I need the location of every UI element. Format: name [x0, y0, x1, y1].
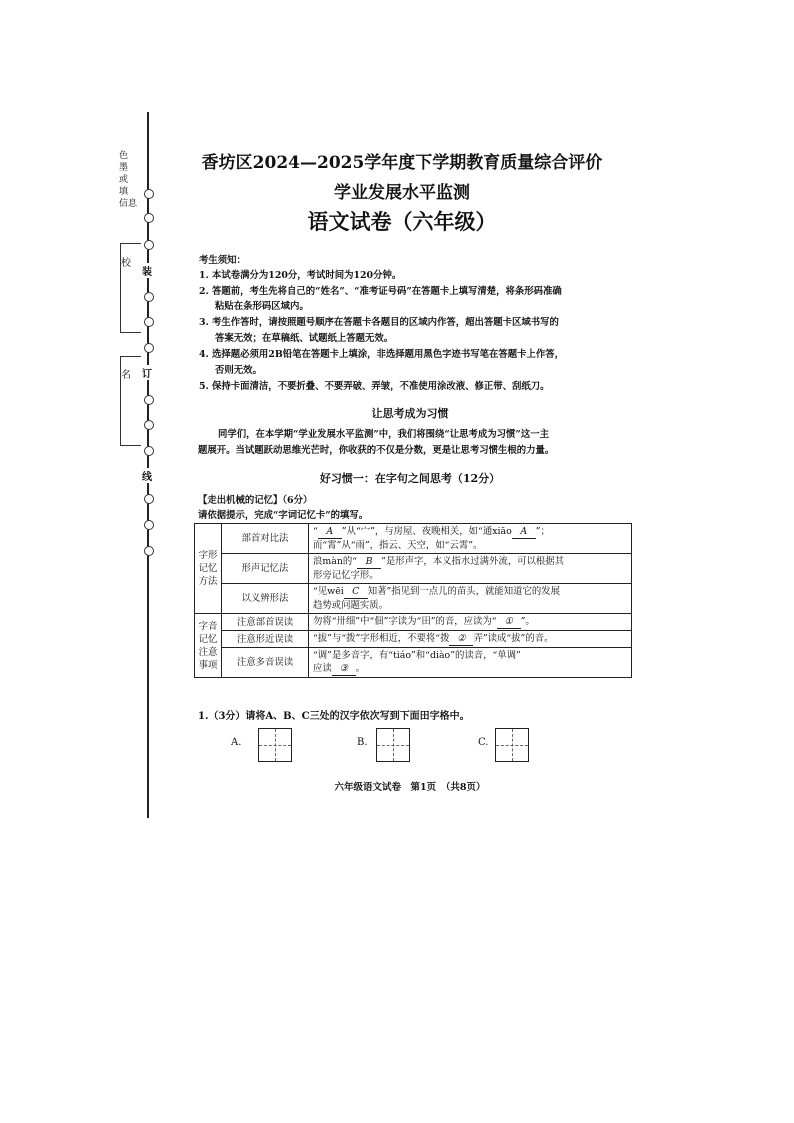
answer-label-a: A.	[231, 737, 242, 748]
question-1-text: 1.（3分）请将A、B、C三处的汉字依次写到下面田字格中。	[198, 711, 470, 722]
method-cell: 注意形近误读	[222, 631, 309, 648]
intro-heading: 让思考成为习惯	[371, 407, 449, 420]
notice-item: 粘贴在条形码区域内。	[215, 301, 309, 312]
content-cell	[309, 584, 632, 614]
binding-hole-icon	[144, 494, 154, 504]
blank-a: A	[318, 525, 342, 539]
blank-1: ①	[497, 615, 521, 629]
text: “拔”与“拨”字形相近，不要将“拨	[313, 633, 450, 644]
side-note-char: 或	[119, 175, 129, 185]
text: 弄”读成“拔”的音。	[473, 633, 554, 644]
method-cell: 注意部首误读	[222, 614, 309, 631]
text: ”；	[535, 526, 550, 537]
binding-hole-icon	[144, 343, 154, 353]
table-row	[195, 648, 632, 678]
notice-item: 否则无效。	[215, 365, 262, 376]
intro-line: 题展开。当试题跃动思维光芒时，你收获的不仅是分数，更是让思考习惯生根的力量。	[198, 445, 555, 456]
memory-card-table	[194, 523, 632, 678]
blank-b: B	[357, 555, 381, 569]
text: 趋势或问题实质。	[313, 600, 389, 611]
binding-hole-icon	[144, 240, 154, 250]
side-note-char: 墨	[119, 163, 129, 173]
side-note-char: 信息	[119, 199, 138, 209]
name-field-label: 名	[121, 370, 131, 381]
text: ”从“宀”，与房屋、夜晚相关，如“通xiāo	[341, 526, 512, 537]
binding-hole-icon	[144, 213, 154, 223]
text: 应读	[313, 663, 332, 674]
content-cell	[309, 648, 632, 678]
method-cell: 注意多音误读	[222, 648, 309, 678]
method-cell: 以义辨形法	[222, 584, 309, 614]
seal-char-xian: 线	[142, 468, 152, 483]
notice-heading: 考生须知：	[199, 255, 246, 266]
table-row	[195, 631, 632, 648]
notice-item: 4. 选择题必须用2B铅笔在答题卡上填涂，非选择题用黑色字迹书写笔在答题卡上作答，	[199, 349, 565, 360]
binding-hole-icon	[144, 420, 154, 430]
page-footer: 六年级语文试卷 第1页 （共8页）	[334, 782, 486, 793]
blank-3: ③	[332, 662, 356, 676]
binding-hole-icon	[144, 520, 154, 530]
side-note-char: 色	[119, 151, 129, 161]
side-note	[119, 150, 137, 210]
method-cell: 部首对比法	[222, 524, 309, 554]
binding-hole-icon	[144, 189, 154, 199]
text: “见wēi	[313, 586, 344, 597]
table-row	[195, 524, 632, 554]
answer-grid-b[interactable]	[376, 728, 410, 762]
answer-grid-a[interactable]	[258, 728, 292, 762]
table-row	[195, 614, 632, 631]
text: 勿将“卅细”中“佃”字读为“田”的音，应读为“	[313, 616, 497, 627]
blank-2: ②	[449, 632, 473, 646]
binding-hole-icon	[144, 317, 154, 327]
table-row	[195, 554, 632, 584]
exam-title: 香坊区2024—2025学年度下学期教育质量综合评价	[201, 153, 603, 173]
seal-char-zhuang: 装	[142, 263, 152, 278]
answer-grid-c[interactable]	[495, 728, 529, 762]
section-heading: 好习惯一：在字句之间思考（12分）	[319, 472, 501, 485]
binding-hole-icon	[144, 446, 154, 456]
content-cell	[309, 631, 632, 648]
seal-char-ding: 订	[142, 365, 152, 380]
answer-label-c: C.	[478, 737, 489, 748]
answer-label-b: B.	[357, 737, 368, 748]
intro-line: 同学们，在本学期“学业发展水平监测”中，我们将围绕“让思考成为习惯”这一主	[218, 429, 549, 440]
table-row	[195, 584, 632, 614]
text: ”。	[520, 616, 535, 627]
notice-item: 5. 保持卡面清洁，不要折叠、不要弄破、弄皱，不准使用涂改液、修正带、刮纸刀。	[199, 381, 550, 392]
blank-a: A	[512, 525, 536, 539]
binding-hole-icon	[144, 395, 154, 405]
content-cell	[309, 554, 632, 584]
group-label: 字形记忆方法	[195, 524, 222, 614]
text: 浪màn的“	[313, 556, 358, 567]
text: 形旁记忆字形。	[313, 570, 379, 581]
content-cell	[309, 524, 632, 554]
binding-hole-icon	[144, 292, 154, 302]
notice-item: 3. 考生作答时，请按照题号顺序在答题卡各题目的区域内作答，超出答题卡区域书写的	[199, 317, 559, 328]
school-field-label: 校	[121, 258, 131, 269]
binding-hole-icon	[144, 546, 154, 556]
exam-subtitle: 学业发展水平监测	[334, 183, 470, 203]
text: 而“霄”从“雨”，指云、天空，如“云霄”。	[313, 540, 483, 551]
content-cell	[309, 614, 632, 631]
notice-item: 答案无效；在草稿纸、试题纸上答题无效。	[215, 333, 394, 344]
notice-item: 2. 答题前，考生先将自己的“姓名”、“准考证号码”在答题卡上填写清楚，将条形码准确	[199, 286, 562, 297]
paper-title: 语文试卷（六年级）	[307, 209, 497, 234]
side-note-char: 填	[119, 187, 129, 197]
text: “	[313, 526, 318, 537]
instruction: 请依据提示，完成“字词记忆卡”的填写。	[198, 510, 369, 521]
notice-item: 1. 本试卷满分为120分，考试时间为120分钟。	[199, 270, 402, 281]
text: “调”是多音字，有“tiáo”和“diào”的读音，“单调”	[313, 650, 521, 661]
text: ”是形声字，本义指水过满外流，可以根据其	[381, 556, 564, 567]
text: 知著”指见到一点儿的苗头，就能知道它的发展	[367, 586, 561, 597]
sub-heading: 【走出机械的记忆】（6分）	[198, 495, 313, 506]
method-cell: 形声记忆法	[222, 554, 309, 584]
text: 。	[355, 663, 366, 674]
blank-c: C	[344, 585, 368, 599]
group-label: 字音记忆注意事项	[195, 614, 222, 678]
